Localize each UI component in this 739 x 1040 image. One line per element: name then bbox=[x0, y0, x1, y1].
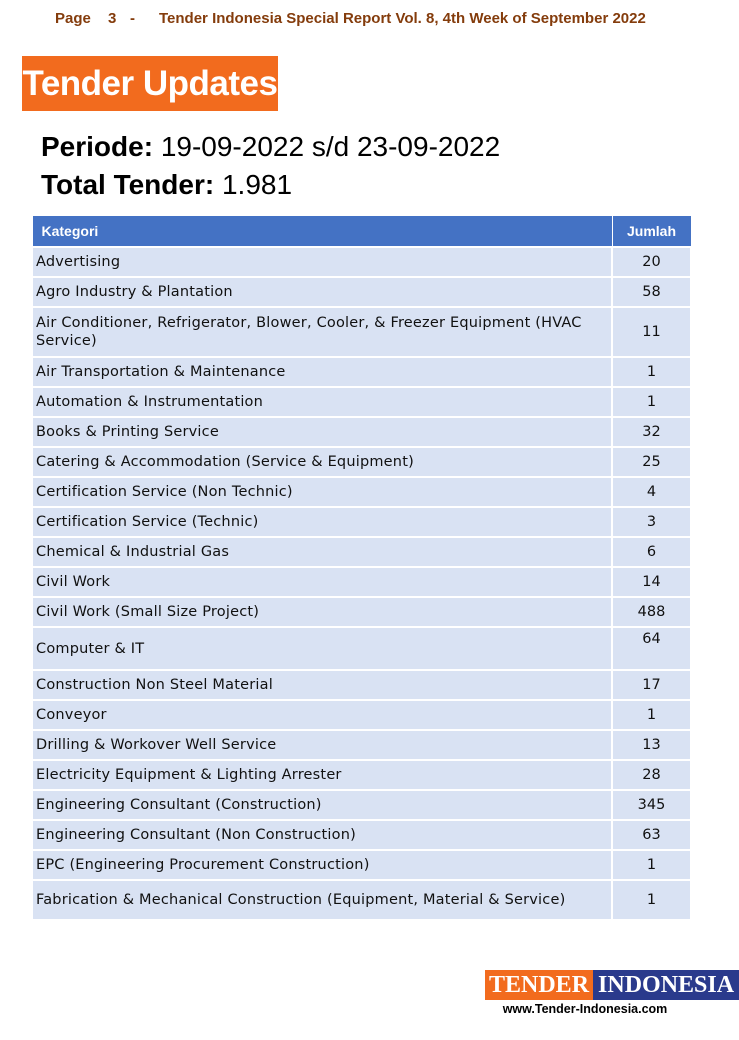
page-label: Page bbox=[55, 10, 91, 27]
table-row bbox=[32, 537, 691, 567]
cell-kategori: Agro Industry & Plantation bbox=[32, 277, 612, 307]
cell-jumlah: 58 bbox=[612, 277, 691, 307]
table-row bbox=[32, 387, 691, 417]
logo-url: www.Tender-Indonesia.com bbox=[502, 1002, 668, 1016]
cell-kategori: Certification Service (Technic) bbox=[32, 507, 612, 537]
cell-jumlah: 25 bbox=[612, 447, 691, 477]
cell-jumlah: 1 bbox=[612, 357, 691, 387]
cell-jumlah: 345 bbox=[612, 790, 691, 820]
table-row bbox=[32, 307, 691, 357]
total-label: Total Tender: bbox=[41, 169, 215, 200]
column-header-kategori: Kategori bbox=[32, 216, 612, 248]
cell-kategori: Engineering Consultant (Non Construction) bbox=[32, 820, 612, 850]
table-row bbox=[32, 790, 691, 820]
cell-kategori: Books & Printing Service bbox=[32, 417, 612, 447]
cell-jumlah: 28 bbox=[612, 760, 691, 790]
table-row bbox=[32, 597, 691, 627]
table-row bbox=[32, 850, 691, 880]
table-row bbox=[32, 730, 691, 760]
cell-kategori: Engineering Consultant (Construction) bbox=[32, 790, 612, 820]
tender-indonesia-logo bbox=[485, 970, 735, 1018]
table-header-row bbox=[32, 216, 691, 248]
cell-jumlah: 6 bbox=[612, 537, 691, 567]
header-separator: - bbox=[130, 10, 135, 27]
table-row bbox=[32, 820, 691, 850]
table-row bbox=[32, 760, 691, 790]
cell-jumlah: 3 bbox=[612, 507, 691, 537]
total-value: 1.981 bbox=[221, 169, 293, 200]
table-row bbox=[32, 670, 691, 700]
cell-jumlah: 4 bbox=[612, 477, 691, 507]
cell-kategori: Drilling & Workover Well Service bbox=[32, 730, 612, 760]
cell-kategori: Air Conditioner, Refrigerator, Blower, Cooler, & Freezer Equipment (HVAC Service) bbox=[32, 307, 612, 357]
cell-jumlah: 1 bbox=[612, 880, 691, 920]
table-row bbox=[32, 447, 691, 477]
section-banner: Tender Updates bbox=[22, 56, 278, 111]
periode-value: 19-09-2022 s/d 23-09-2022 bbox=[160, 131, 501, 162]
table-row bbox=[32, 247, 691, 277]
cell-kategori: Automation & Instrumentation bbox=[32, 387, 612, 417]
table-row bbox=[32, 700, 691, 730]
cell-jumlah: 11 bbox=[612, 307, 691, 357]
cell-jumlah: 63 bbox=[612, 820, 691, 850]
cell-kategori: EPC (Engineering Procurement Construction) bbox=[32, 850, 612, 880]
table-row bbox=[32, 627, 691, 670]
total-line bbox=[41, 169, 292, 201]
logo-wordmark bbox=[485, 970, 735, 1000]
report-title: Tender Indonesia Special Report Vol. 8, 4th Week of September 2022 bbox=[159, 10, 646, 27]
table-row bbox=[32, 507, 691, 537]
cell-jumlah: 17 bbox=[612, 670, 691, 700]
cell-jumlah: 64 bbox=[612, 627, 691, 670]
cell-kategori: Air Transportation & Maintenance bbox=[32, 357, 612, 387]
tender-table bbox=[31, 215, 692, 921]
logo-brand-part2: INDONESIA bbox=[593, 970, 739, 1000]
table-row bbox=[32, 477, 691, 507]
periode-label: Periode: bbox=[41, 131, 154, 162]
column-header-jumlah: Jumlah bbox=[612, 216, 691, 248]
cell-jumlah: 1 bbox=[612, 850, 691, 880]
periode-line bbox=[41, 131, 500, 163]
cell-kategori: Catering & Accommodation (Service & Equipment) bbox=[32, 447, 612, 477]
table-row bbox=[32, 357, 691, 387]
table-row bbox=[32, 880, 691, 920]
cell-jumlah: 488 bbox=[612, 597, 691, 627]
cell-kategori: Advertising bbox=[32, 247, 612, 277]
cell-jumlah: 32 bbox=[612, 417, 691, 447]
cell-kategori: Electricity Equipment & Lighting Arrester bbox=[32, 760, 612, 790]
cell-jumlah: 20 bbox=[612, 247, 691, 277]
cell-kategori: Computer & IT bbox=[32, 627, 612, 670]
table-row bbox=[32, 277, 691, 307]
table-row bbox=[32, 417, 691, 447]
cell-kategori: Certification Service (Non Technic) bbox=[32, 477, 612, 507]
cell-kategori: Conveyor bbox=[32, 700, 612, 730]
cell-kategori: Chemical & Industrial Gas bbox=[32, 537, 612, 567]
page-number: 3 bbox=[108, 10, 117, 27]
cell-jumlah: 14 bbox=[612, 567, 691, 597]
cell-kategori: Civil Work bbox=[32, 567, 612, 597]
cell-kategori: Civil Work (Small Size Project) bbox=[32, 597, 612, 627]
page-header bbox=[0, 10, 720, 30]
cell-jumlah: 13 bbox=[612, 730, 691, 760]
cell-jumlah: 1 bbox=[612, 387, 691, 417]
logo-brand-part1: TENDER bbox=[485, 970, 593, 1000]
cell-jumlah: 1 bbox=[612, 700, 691, 730]
table-row bbox=[32, 567, 691, 597]
cell-kategori: Fabrication & Mechanical Construction (Equipment, Material & Service) bbox=[32, 880, 612, 920]
cell-kategori: Construction Non Steel Material bbox=[32, 670, 612, 700]
